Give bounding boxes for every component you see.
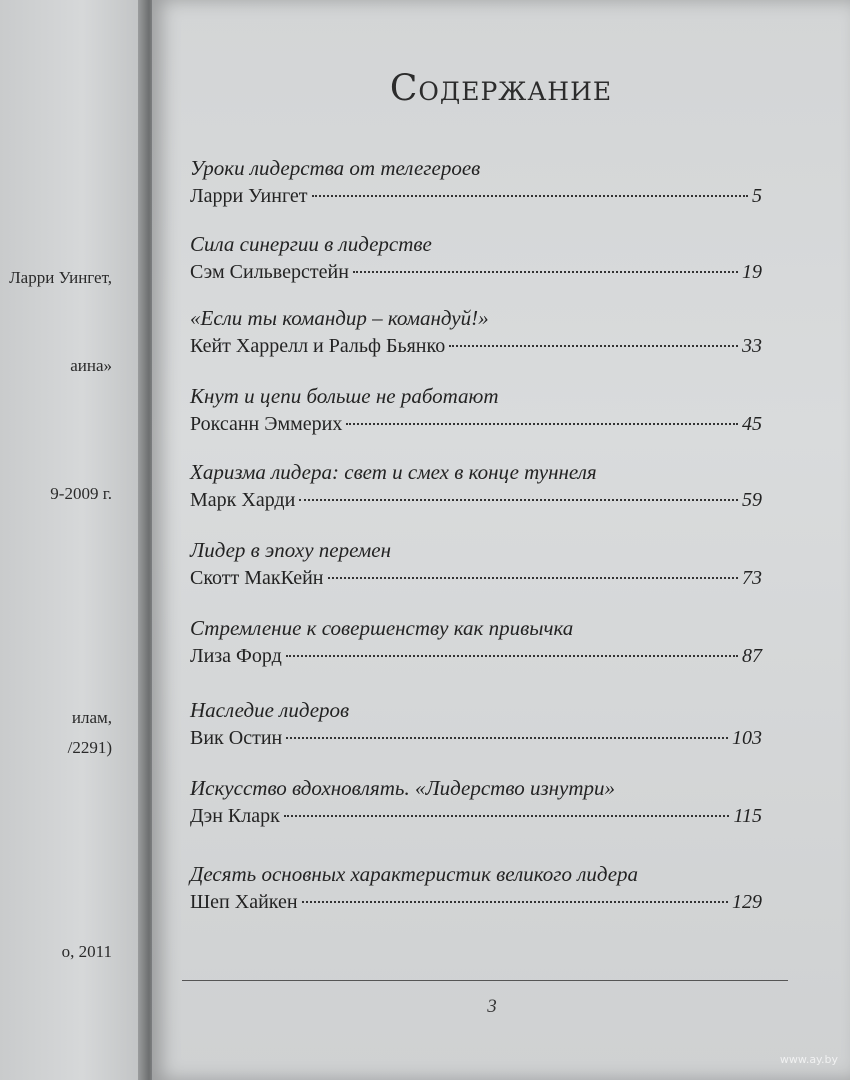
toc-entry-author: Вик Остин (190, 727, 283, 749)
leader-dots (449, 345, 738, 347)
toc-entry-title: Кнут и цепи больше не работают (190, 384, 499, 408)
toc-entry-title: Сила синергии в лидерстве (190, 232, 432, 256)
toc-entry-author: Лиза Форд (190, 645, 282, 667)
toc-entry-page: 87 (742, 645, 762, 667)
toc-entry-author: Сэм Сильверстейн (190, 261, 349, 283)
toc-entry (190, 232, 762, 284)
page-number: 3 (487, 996, 497, 1017)
toc-entry-page: 19 (742, 261, 762, 283)
left-page (0, 0, 150, 1080)
toc-entry (190, 862, 762, 914)
toc-entry-page: 129 (732, 891, 762, 913)
leader-dots (312, 195, 748, 197)
left-page-line: /2291) (67, 738, 112, 757)
toc-entry-page: 73 (742, 567, 762, 589)
toc-entry-title: Харизма лидера: свет и смех в конце туннеля (190, 460, 597, 484)
watermark: www.ay.by (779, 1053, 838, 1066)
leader-dots (286, 737, 728, 739)
toc-entry-author: Скотт МакКейн (190, 567, 324, 589)
toc-entry-author: Кейт Харрелл и Ральф Бьянко (190, 335, 446, 357)
toc-entry-author: Марк Харди (190, 489, 296, 511)
left-page-line: о, 2011 (61, 942, 112, 961)
toc-entry-title: Наследие лидеров (190, 698, 350, 722)
toc-entry-title: «Если ты командир – командуй!» (190, 306, 489, 330)
toc-entry-page: 103 (732, 727, 762, 749)
leader-dots (346, 423, 738, 425)
leader-dots (353, 271, 738, 273)
toc-entry-title: Искусство вдохновлять. «Лидерство изнутри» (190, 776, 616, 800)
toc-entry (190, 538, 762, 590)
toc-entry-title: Десять основных характеристик великого лидера (190, 862, 639, 886)
toc-entry-author: Дэн Кларк (190, 805, 280, 827)
toc-entry-page: 45 (742, 413, 762, 435)
toc-entry (190, 616, 762, 668)
left-page-line: Ларри Уингет, (9, 268, 112, 287)
toc-entry-page: 115 (733, 805, 762, 827)
toc-entry-page: 33 (742, 335, 762, 357)
toc-entry-page: 59 (742, 489, 762, 511)
toc-entry-author: Роксанн Эммерих (190, 413, 343, 435)
left-page-line: илам, (71, 708, 112, 727)
toc-entry (190, 306, 762, 358)
toc-entry (190, 156, 762, 208)
toc-entry-title: Стремление к совершенству как привычка (190, 616, 574, 640)
toc-entry (190, 384, 762, 436)
leader-dots (286, 655, 738, 657)
toc-entry-author: Шеп Хайкен (190, 891, 298, 913)
toc-entry (190, 698, 762, 750)
toc-entry-title: Лидер в эпоху перемен (190, 538, 392, 562)
toc-entry-author: Ларри Уингет (190, 185, 308, 207)
toc-entry-page: 5 (752, 185, 762, 207)
leader-dots (302, 901, 728, 903)
right-page (152, 0, 850, 1080)
leader-dots (328, 577, 739, 579)
toc-entry-title: Уроки лидерства от телегероев (190, 156, 481, 180)
page-title: Содержание (389, 68, 613, 109)
leader-dots (299, 499, 738, 501)
left-page-line: 9-2009 г. (50, 484, 112, 503)
footer-rule (182, 980, 788, 981)
leader-dots (284, 815, 730, 817)
toc-entry (190, 460, 762, 512)
toc-entry (190, 776, 762, 828)
left-page-line: аина» (70, 356, 112, 375)
